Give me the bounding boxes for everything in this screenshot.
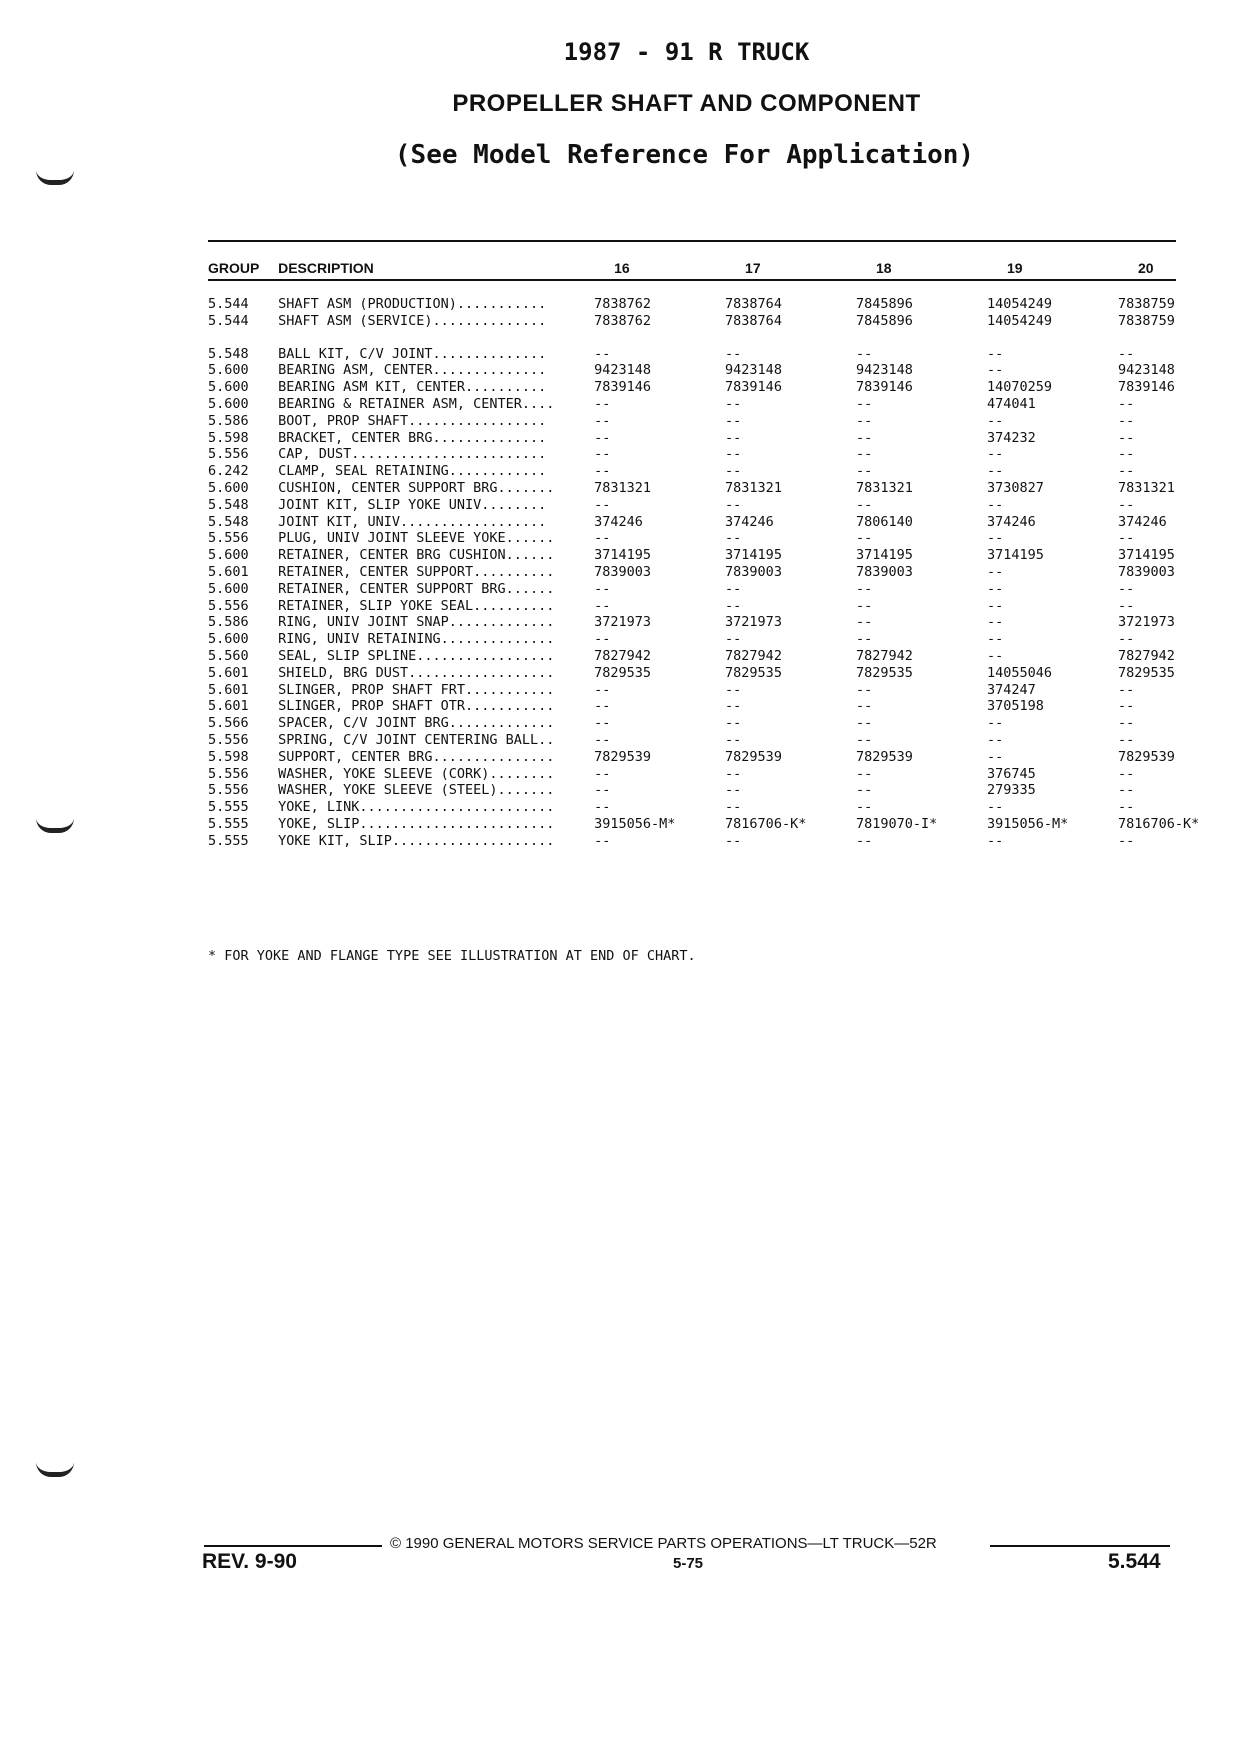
footnote: * FOR YOKE AND FLANGE TYPE SEE ILLUSTRATION AT END OF CHART. [208, 948, 696, 964]
part-number-cell: -- [725, 446, 742, 463]
table-row [208, 665, 1249, 682]
part-number-cell: -- [986, 580, 1004, 597]
part-number-cell: 7827942 [1117, 647, 1175, 664]
part-number-cell: -- [594, 782, 611, 799]
part-number-cell: -- [725, 463, 742, 480]
part-number-cell: -- [856, 395, 873, 412]
part-number-cell: 3714195 [1117, 547, 1175, 564]
part-number-cell: 9423148 [594, 362, 651, 379]
part-number-cell: 474041 [986, 395, 1036, 412]
group-cell: 5.600 [208, 395, 249, 412]
part-number-cell: 279335 [986, 782, 1036, 799]
part-number-cell: 3714195 [986, 547, 1044, 564]
table-row [208, 313, 1249, 330]
part-number-cell: -- [856, 832, 873, 849]
description-cell: SLINGER, PROP SHAFT FRT........... [278, 681, 555, 698]
group-cell: 5.600 [208, 479, 249, 496]
part-number-cell: 9423148 [856, 362, 913, 379]
part-number-cell: -- [594, 429, 611, 446]
table-row [208, 296, 1249, 313]
part-number-cell: -- [986, 614, 1004, 631]
part-number-cell: -- [856, 698, 873, 715]
part-number-cell: 7839146 [594, 379, 651, 396]
column-header: DESCRIPTION [278, 259, 374, 276]
part-number-cell: 7816706-K* [725, 815, 807, 832]
part-number-cell: 374246 [594, 513, 643, 530]
part-number-cell: -- [1117, 698, 1135, 715]
group-cell: 5.566 [208, 715, 249, 732]
part-number-cell: -- [725, 580, 742, 597]
part-number-cell: 7829535 [594, 664, 651, 681]
column-header: 18 [876, 259, 892, 276]
part-number-cell: -- [986, 463, 1004, 480]
description-cell: RETAINER, SLIP YOKE SEAL.......... [278, 597, 555, 614]
table-row [208, 514, 1249, 531]
part-number-cell: -- [986, 362, 1004, 379]
description-cell: SLINGER, PROP SHAFT OTR........... [278, 698, 555, 715]
part-number-cell: 9423148 [725, 362, 782, 379]
part-number-cell: 3721973 [594, 614, 651, 631]
part-number-cell: 374247 [986, 681, 1036, 698]
table-row [208, 782, 1249, 799]
part-number-cell: 7831321 [856, 479, 913, 496]
table-row [208, 430, 1249, 447]
group-cell: 5.600 [208, 379, 249, 396]
part-number-cell: -- [725, 715, 742, 732]
part-number-cell: 14070259 [986, 379, 1053, 396]
group-cell: 5.598 [208, 429, 249, 446]
description-cell: JOINT KIT, UNIV.................. [278, 513, 547, 530]
group-cell: 5.601 [208, 681, 249, 698]
part-number-cell: -- [725, 395, 742, 412]
part-number-cell: -- [1117, 345, 1135, 362]
part-number-cell: -- [725, 412, 742, 429]
part-number-cell: -- [986, 496, 1004, 513]
part-number-cell: 7829539 [1117, 748, 1175, 765]
description-cell: SPACER, C/V JOINT BRG............. [278, 715, 555, 732]
part-number-cell: -- [986, 832, 1004, 849]
part-number-cell: 374232 [986, 429, 1036, 446]
group-cell: 5.601 [208, 664, 249, 681]
part-number-cell: 7839146 [1117, 379, 1175, 396]
part-number-cell: 7831321 [725, 479, 782, 496]
description-cell: SPRING, C/V JOINT CENTERING BALL.. [278, 731, 555, 748]
part-number-cell: 7829539 [725, 748, 782, 765]
description-cell: RETAINER, CENTER SUPPORT BRG...... [278, 580, 555, 597]
column-header: 17 [745, 259, 761, 276]
part-number-cell: 3915056-M* [986, 815, 1069, 832]
description-cell: WASHER, YOKE SLEEVE (CORK)........ [278, 765, 555, 782]
part-number-cell: -- [856, 345, 873, 362]
part-number-cell: -- [725, 698, 742, 715]
part-number-cell: -- [594, 345, 611, 362]
part-number-cell: -- [725, 832, 742, 849]
table-row [208, 799, 1249, 816]
part-number-cell: -- [1117, 782, 1135, 799]
part-number-cell: 7839146 [856, 379, 913, 396]
table-body [208, 296, 1249, 850]
table-row [208, 581, 1249, 598]
group-cell: 5.560 [208, 647, 249, 664]
part-number-cell: 7838759 [1117, 312, 1175, 329]
part-number-cell: -- [1117, 765, 1135, 782]
part-number-cell: 7829535 [1117, 664, 1175, 681]
description-cell: SUPPORT, CENTER BRG............... [278, 748, 555, 765]
group-cell: 5.556 [208, 530, 249, 547]
part-number-cell: -- [856, 681, 873, 698]
part-number-cell: 7838762 [594, 296, 651, 312]
description-cell: SEAL, SLIP SPLINE................. [278, 647, 555, 664]
part-number-cell: -- [594, 765, 611, 782]
group-cell: 5.555 [208, 799, 249, 816]
part-number-cell: -- [1117, 412, 1135, 429]
part-number-cell: 374246 [986, 513, 1036, 530]
part-number-cell: 7838759 [1117, 296, 1175, 312]
part-number-cell: -- [986, 597, 1004, 614]
table-row [208, 413, 1249, 430]
part-number-cell: 7839003 [1117, 563, 1175, 580]
part-number-cell: -- [1117, 429, 1135, 446]
table-row [208, 547, 1249, 564]
table-row [208, 598, 1249, 615]
group-cell: 5.556 [208, 731, 249, 748]
part-number-cell: -- [594, 715, 611, 732]
part-number-cell: -- [986, 563, 1004, 580]
table-row [208, 732, 1249, 749]
part-number-cell: -- [594, 412, 611, 429]
table-row [208, 362, 1249, 379]
part-number-cell: 7829535 [725, 664, 782, 681]
group-cell: 5.555 [208, 832, 249, 849]
description-cell: RETAINER, CENTER BRG CUSHION...... [278, 547, 555, 564]
table-row [208, 816, 1249, 833]
part-number-cell: -- [856, 765, 873, 782]
part-number-cell: 7831321 [1117, 479, 1175, 496]
description-cell: SHAFT ASM (SERVICE).............. [278, 312, 547, 329]
table-row [208, 379, 1249, 396]
part-number-cell: 7829535 [856, 664, 913, 681]
description-cell: BRACKET, CENTER BRG.............. [278, 429, 547, 446]
part-number-cell: -- [594, 731, 611, 748]
part-number-cell: -- [725, 782, 742, 799]
part-number-cell: -- [986, 647, 1004, 664]
description-cell: CLAMP, SEAL RETAINING............ [278, 463, 547, 480]
part-number-cell: 7838764 [725, 296, 782, 312]
part-number-cell: -- [1117, 395, 1135, 412]
part-number-cell: -- [1117, 580, 1135, 597]
footer-rule-left [204, 1545, 382, 1547]
part-number-cell: -- [725, 731, 742, 748]
part-number-cell: -- [725, 496, 742, 513]
part-number-cell: -- [594, 698, 611, 715]
part-number-cell: -- [856, 631, 873, 648]
group-cell: 5.556 [208, 597, 249, 614]
part-number-cell: -- [594, 446, 611, 463]
part-number-cell: -- [1117, 530, 1135, 547]
part-number-cell: 7839003 [856, 563, 913, 580]
part-number-cell: -- [594, 681, 611, 698]
description-cell: RETAINER, CENTER SUPPORT.......... [278, 563, 555, 580]
part-number-cell: 7838762 [594, 312, 651, 329]
part-number-cell: -- [986, 345, 1004, 362]
group-cell: 5.556 [208, 782, 249, 799]
group-cell: 5.586 [208, 412, 249, 429]
part-number-cell: -- [856, 463, 873, 480]
part-number-cell: -- [856, 496, 873, 513]
part-number-cell: 14054249 [986, 312, 1053, 329]
group-cell: 5.600 [208, 631, 249, 648]
group-cell: 5.544 [208, 312, 249, 329]
part-number-cell: -- [1117, 446, 1135, 463]
group-cell: 5.601 [208, 698, 249, 715]
part-number-cell: -- [594, 580, 611, 597]
part-number-cell: 7839003 [725, 563, 782, 580]
group-cell: 5.548 [208, 496, 249, 513]
part-number-cell: -- [856, 580, 873, 597]
part-number-cell: 7829539 [856, 748, 913, 765]
part-number-cell: -- [594, 395, 611, 412]
part-number-cell: 7829539 [594, 748, 651, 765]
table-row [208, 480, 1249, 497]
part-number-cell: -- [725, 429, 742, 446]
part-number-cell: 7827942 [594, 647, 651, 664]
part-number-cell: 376745 [986, 765, 1036, 782]
page-title: 1987 - 91 R TRUCK [563, 38, 810, 66]
description-cell: CUSHION, CENTER SUPPORT BRG....... [278, 479, 555, 496]
table-row [208, 749, 1249, 766]
part-number-cell: -- [986, 412, 1004, 429]
table-row [208, 833, 1249, 850]
description-cell: BEARING ASM KIT, CENTER.......... [278, 379, 547, 396]
description-cell: SHIELD, BRG DUST.................. [278, 664, 555, 681]
description-cell: BOOT, PROP SHAFT................. [278, 412, 547, 429]
part-number-cell: -- [1117, 463, 1135, 480]
table-row [208, 614, 1249, 631]
part-number-cell: 7839003 [594, 563, 651, 580]
part-number-cell: 7827942 [725, 647, 782, 664]
part-number-cell: -- [856, 429, 873, 446]
group-cell: 5.600 [208, 580, 249, 597]
part-number-cell: -- [725, 681, 742, 698]
group-cell: 5.555 [208, 815, 249, 832]
part-number-cell: -- [986, 748, 1004, 765]
part-number-cell: -- [856, 446, 873, 463]
section-number: 5.544 [1108, 1550, 1161, 1573]
table-row [208, 396, 1249, 413]
part-number-cell: -- [1117, 681, 1135, 698]
table-row [208, 631, 1249, 648]
part-number-cell: -- [725, 631, 742, 648]
group-cell: 5.548 [208, 345, 249, 362]
part-number-cell: -- [1117, 496, 1135, 513]
part-number-cell: 3721973 [725, 614, 782, 631]
group-cell: 5.601 [208, 563, 249, 580]
copyright-notice: © 1990 GENERAL MOTORS SERVICE PARTS OPERATIONS—LT TRUCK—52R [390, 1535, 937, 1552]
column-header: 19 [1006, 259, 1023, 276]
part-number-cell: -- [986, 631, 1004, 648]
part-number-cell: 9423148 [1117, 362, 1175, 379]
part-number-cell: 3730827 [986, 479, 1044, 496]
part-number-cell: 7827942 [856, 647, 913, 664]
part-number-cell: -- [594, 832, 611, 849]
description-cell: SHAFT ASM (PRODUCTION)........... [278, 296, 547, 312]
table-top-rule [208, 240, 1176, 242]
part-number-cell: 3714195 [856, 547, 913, 564]
table-row [208, 648, 1249, 665]
part-number-cell: 3915056-M* [594, 815, 676, 832]
table-row [208, 446, 1249, 463]
table-row [208, 698, 1249, 715]
part-number-cell: -- [986, 731, 1004, 748]
part-number-cell: -- [1117, 731, 1135, 748]
table-row [208, 766, 1249, 783]
part-number-cell: -- [594, 530, 611, 547]
punch-hole-mark [36, 818, 74, 833]
part-number-cell: -- [1117, 597, 1135, 614]
part-number-cell: -- [725, 530, 742, 547]
table-row [208, 530, 1249, 547]
part-number-cell: -- [986, 530, 1004, 547]
part-number-cell: -- [856, 597, 873, 614]
table-row [208, 463, 1249, 480]
description-cell: BEARING & RETAINER ASM, CENTER.... [278, 395, 555, 412]
column-header: GROUP [208, 259, 260, 276]
part-number-cell: -- [1117, 799, 1135, 816]
part-number-cell: 3705198 [986, 698, 1044, 715]
table-row [208, 715, 1249, 732]
description-cell: RING, UNIV RETAINING.............. [278, 631, 555, 648]
table-header-row [208, 256, 1249, 280]
group-cell: 6.242 [208, 463, 249, 480]
group-cell: 5.544 [208, 296, 249, 312]
part-number-cell: -- [725, 345, 742, 362]
part-number-cell: -- [856, 782, 873, 799]
description-cell: RING, UNIV JOINT SNAP............. [278, 614, 555, 631]
description-cell: YOKE, LINK........................ [278, 799, 555, 816]
part-number-cell: 7838764 [725, 312, 782, 329]
table-row [208, 346, 1249, 363]
part-number-cell: -- [594, 597, 611, 614]
page-number: 5-75 [673, 1555, 704, 1572]
description-cell: YOKE KIT, SLIP.................... [278, 832, 555, 849]
group-cell: 5.556 [208, 765, 249, 782]
part-number-cell: 3714195 [594, 547, 651, 564]
part-number-cell: -- [856, 614, 873, 631]
part-number-cell: 7845896 [856, 312, 913, 329]
part-number-cell: -- [986, 446, 1004, 463]
group-cell: 5.556 [208, 446, 249, 463]
part-number-cell: 3714195 [725, 547, 782, 564]
column-header: 16 [614, 259, 630, 276]
part-number-cell: -- [856, 530, 873, 547]
part-number-cell: -- [594, 799, 611, 816]
page-subtitle: PROPELLER SHAFT AND COMPONENT [452, 90, 921, 117]
part-number-cell: -- [725, 597, 742, 614]
part-number-cell: 7839146 [725, 379, 782, 396]
description-cell: WASHER, YOKE SLEEVE (STEEL)....... [278, 782, 555, 799]
table-row [208, 497, 1249, 514]
part-number-cell: -- [594, 631, 611, 648]
part-number-cell: 374246 [725, 513, 774, 530]
part-number-cell: -- [856, 799, 873, 816]
group-cell: 5.586 [208, 614, 249, 631]
part-number-cell: -- [856, 731, 873, 748]
part-number-cell: -- [986, 715, 1004, 732]
column-header: 20 [1137, 259, 1154, 276]
revision-label: REV. 9-90 [202, 1550, 297, 1573]
part-number-cell: -- [1117, 631, 1135, 648]
group-cell: 5.548 [208, 513, 249, 530]
footer-rule-right [990, 1545, 1170, 1547]
part-number-cell: -- [856, 715, 873, 732]
parts-table [208, 256, 1249, 850]
part-number-cell: 3721973 [1117, 614, 1175, 631]
part-number-cell: 14054249 [986, 296, 1053, 312]
part-number-cell: -- [1117, 715, 1135, 732]
description-cell: BEARING ASM, CENTER.............. [278, 362, 547, 379]
part-number-cell: 374246 [1117, 513, 1167, 530]
group-cell: 5.600 [208, 362, 249, 379]
part-number-cell: 7806140 [856, 513, 913, 530]
punch-hole-mark [36, 1462, 74, 1477]
part-number-cell: 7816706-K* [1117, 815, 1200, 832]
part-number-cell: 7831321 [594, 479, 651, 496]
table-row [208, 564, 1249, 581]
description-cell: JOINT KIT, SLIP YOKE UNIV........ [278, 496, 547, 513]
description-cell: CAP, DUST........................ [278, 446, 547, 463]
part-number-cell: -- [1117, 832, 1135, 849]
table-row [208, 682, 1249, 699]
application-note: (See Model Reference For Application) [394, 140, 975, 170]
description-cell: YOKE, SLIP........................ [278, 815, 555, 832]
part-number-cell: -- [856, 412, 873, 429]
part-number-cell: 7819070-I* [856, 815, 938, 832]
part-number-cell: -- [594, 463, 611, 480]
part-number-cell: 14055046 [986, 664, 1053, 681]
part-number-cell: -- [725, 765, 742, 782]
part-number-cell: -- [986, 799, 1004, 816]
part-number-cell: -- [725, 799, 742, 816]
punch-hole-mark [36, 170, 74, 185]
description-cell: BALL KIT, C/V JOINT.............. [278, 345, 547, 362]
description-cell: PLUG, UNIV JOINT SLEEVE YOKE...... [278, 530, 555, 547]
part-number-cell: -- [594, 496, 611, 513]
group-cell: 5.600 [208, 547, 249, 564]
group-cell: 5.598 [208, 748, 249, 765]
part-number-cell: 7845896 [856, 296, 913, 312]
